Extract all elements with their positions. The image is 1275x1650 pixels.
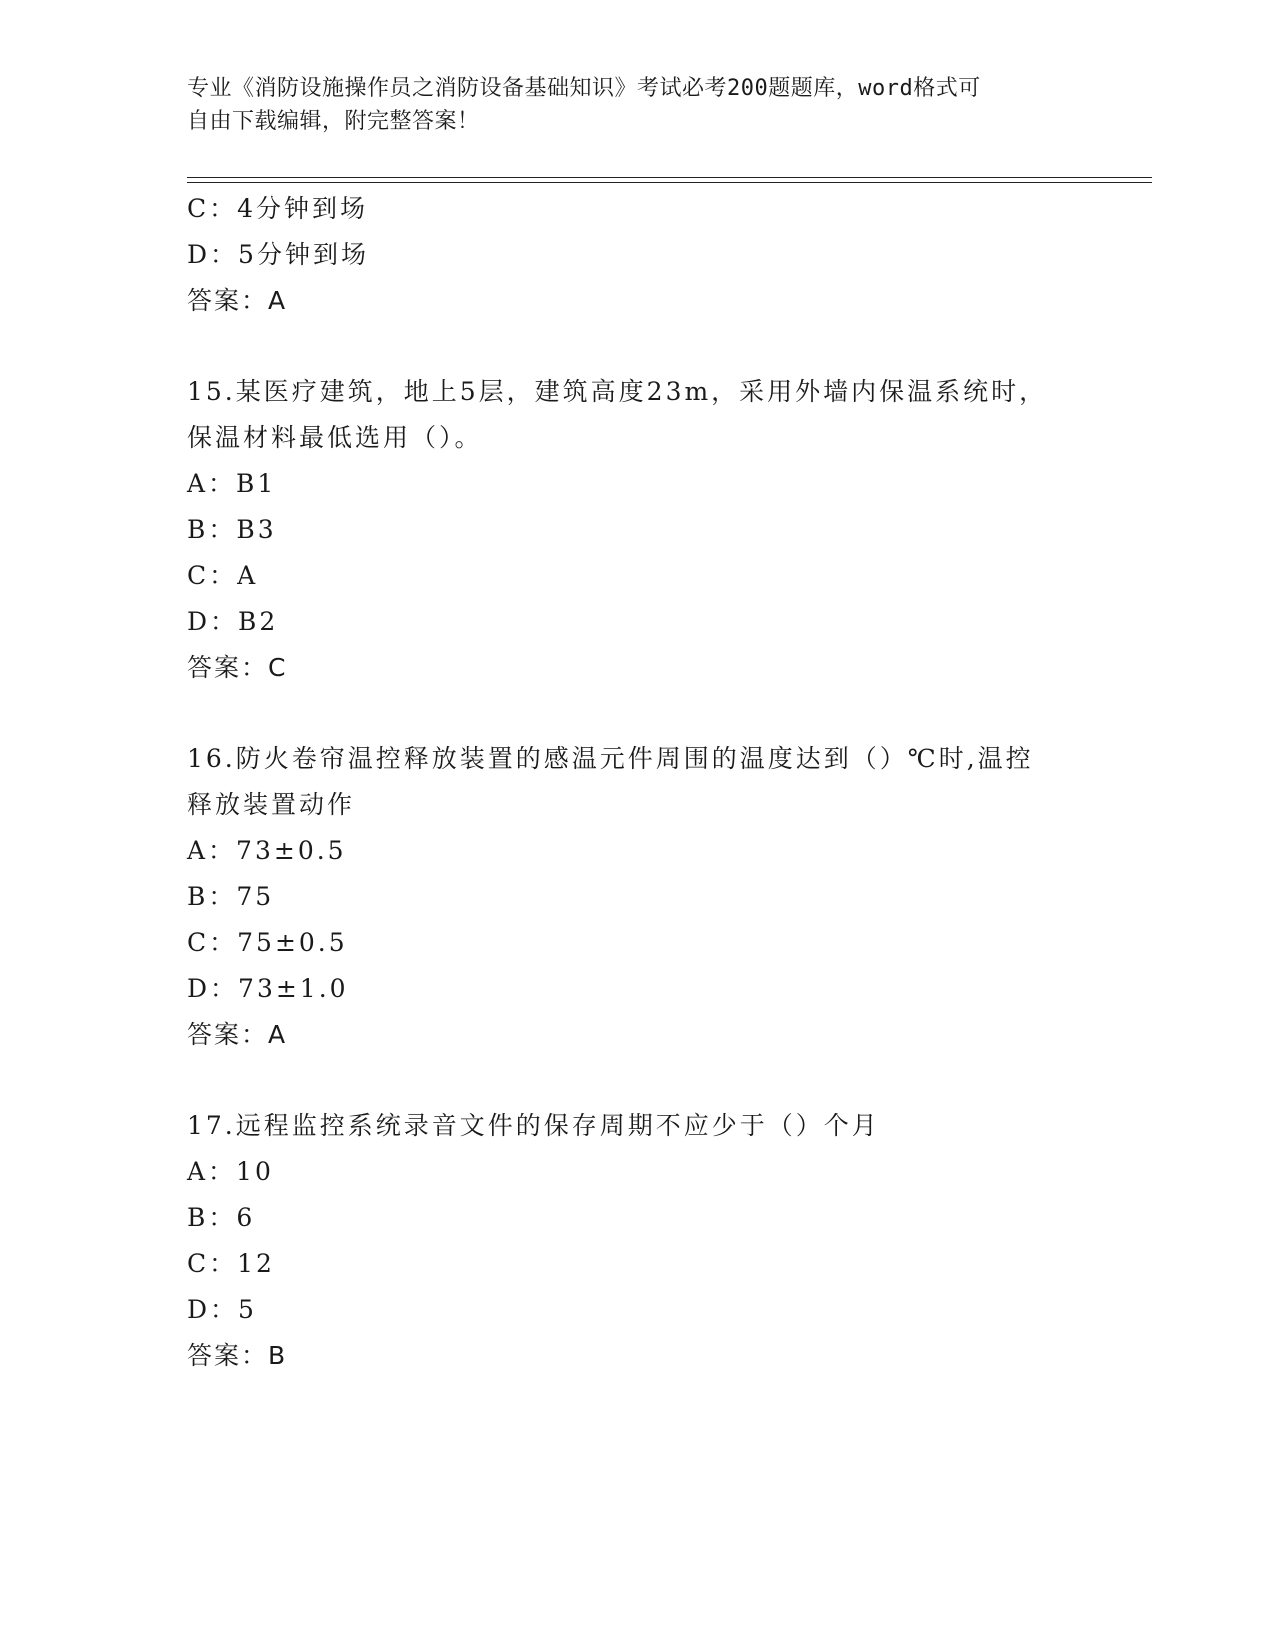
option-a: A：73±0.5 bbox=[187, 836, 347, 865]
header-title-line-2: 自由下载编辑，附完整答案！ bbox=[187, 109, 480, 134]
answer: 答案：B bbox=[187, 1341, 288, 1370]
option-a: A：10 bbox=[187, 1157, 274, 1186]
answer: 答案：C bbox=[187, 653, 288, 682]
question-stem-line-2: 保温材料最低选用（）。 bbox=[187, 423, 483, 452]
question-list bbox=[187, 186, 1067, 1379]
option-d: D：5分钟到场 bbox=[187, 240, 369, 269]
question-14-continuation bbox=[187, 186, 1067, 324]
header-divider-top bbox=[187, 177, 1152, 178]
spacer bbox=[187, 1058, 1067, 1103]
option-d: D：5 bbox=[187, 1295, 257, 1324]
question-stem-line-2: 释放装置动作 bbox=[187, 790, 356, 819]
question-15 bbox=[187, 369, 1067, 691]
question-16 bbox=[187, 736, 1067, 1058]
option-a: A：B1 bbox=[187, 469, 277, 498]
answer: 答案：A bbox=[187, 1020, 288, 1049]
question-stem-line-1: 17.远程监控系统录音文件的保存周期不应少于（）个月 bbox=[187, 1111, 880, 1140]
header-divider-bottom bbox=[187, 182, 1152, 183]
question-17 bbox=[187, 1103, 1067, 1379]
spacer bbox=[187, 691, 1067, 736]
option-c: C：12 bbox=[187, 1249, 275, 1278]
option-d: D：B2 bbox=[187, 607, 279, 636]
header-title-line-1: 专业《消防设施操作员之消防设备基础知识》考试必考200题题库，word格式可 bbox=[187, 76, 981, 101]
question-stem-line-1: 16.防火卷帘温控释放装置的感温元件周围的温度达到（）℃时,温控 bbox=[187, 744, 1034, 773]
option-c: C：4分钟到场 bbox=[187, 194, 369, 223]
option-b: B：75 bbox=[187, 882, 275, 911]
spacer bbox=[187, 324, 1067, 369]
question-stem-line-1: 15.某医疗建筑，地上5层，建筑高度23m，采用外墙内保温系统时， bbox=[187, 377, 1048, 406]
answer: 答案：A bbox=[187, 286, 288, 315]
option-c: C：75±0.5 bbox=[187, 928, 348, 957]
option-b: B：B3 bbox=[187, 515, 277, 544]
option-d: D：73±1.0 bbox=[187, 974, 349, 1003]
document-header bbox=[187, 72, 1067, 138]
option-b: B：6 bbox=[187, 1203, 256, 1232]
option-c: C：A bbox=[187, 561, 259, 590]
